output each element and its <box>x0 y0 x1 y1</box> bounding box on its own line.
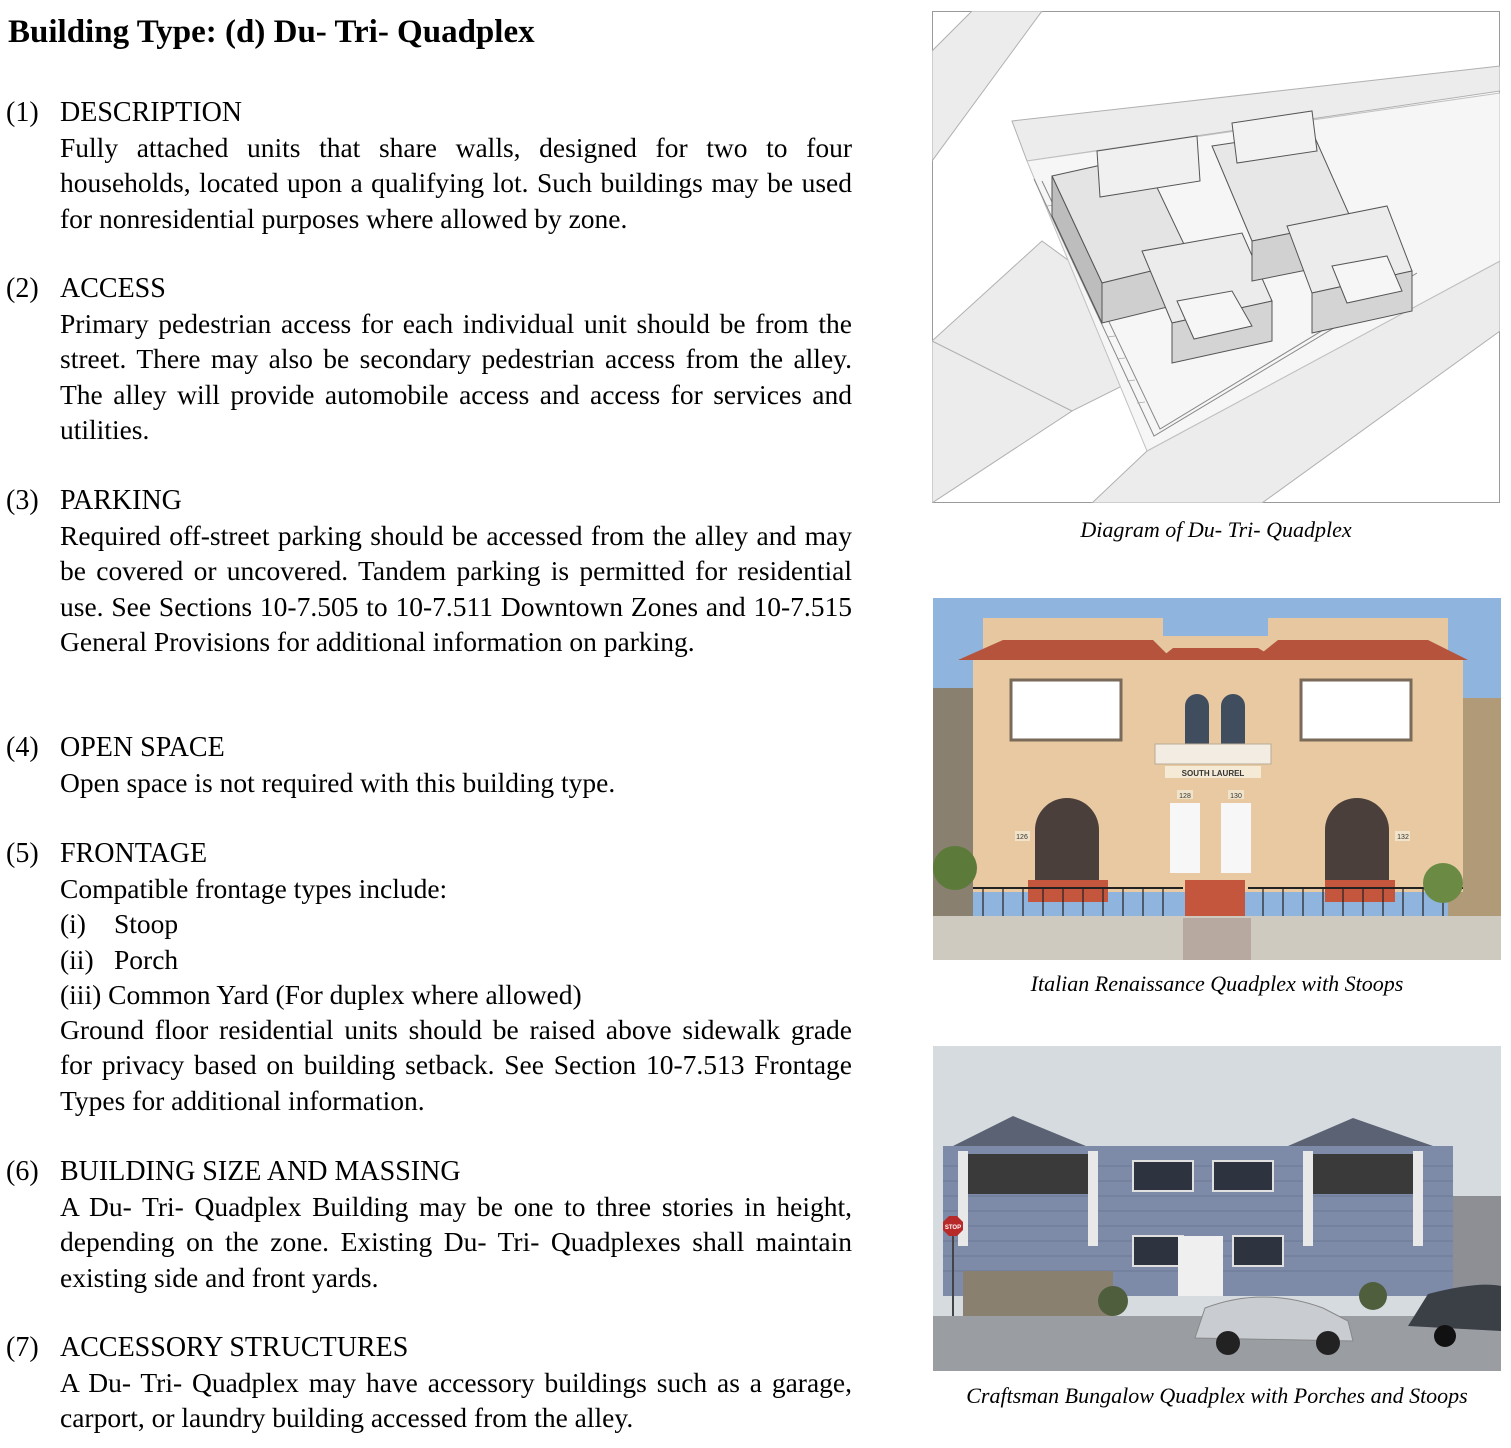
section-parking <box>0 484 860 659</box>
list-item-number: (iii) <box>60 978 102 1010</box>
unit-number: 128 <box>1179 793 1191 800</box>
unit-number: 130 <box>1230 793 1242 800</box>
stucco-quadplex-photo <box>933 598 1501 960</box>
section-heading <box>0 484 860 518</box>
section-heading <box>0 1155 860 1189</box>
section-heading <box>0 731 860 765</box>
section-number: (4) <box>6 732 39 763</box>
section-title: OPEN SPACE <box>60 732 225 763</box>
stucco-quadplex-figure <box>933 598 1501 960</box>
page-title: Building Type: (d) Du- Tri- Quadplex <box>8 14 535 50</box>
section-title: ACCESSORY STRUCTURES <box>60 1332 409 1363</box>
craftsman-quadplex-photo <box>933 1046 1501 1371</box>
section-heading <box>0 837 860 871</box>
figure-caption: Craftsman Bungalow Quadplex with Porches and Stoops <box>966 1383 1468 1408</box>
craftsman-quadplex-figure <box>933 1046 1501 1371</box>
section-body: Ground floor residential units should be raised above sidewalk grade for privacy based on building setback. See Section 10-7.513 Frontage Types for additional information. <box>60 1014 852 1116</box>
section-number: (1) <box>6 97 39 128</box>
unit-number: 132 <box>1397 834 1409 841</box>
list-item-number: (ii) <box>60 943 94 975</box>
section-heading <box>0 1331 860 1365</box>
section-title: ACCESS <box>60 273 166 304</box>
section-building-size <box>0 1155 860 1295</box>
section-body: Primary pedestrian access for each individual unit should be from the street. There may also be secondary pedestrian access from the alley. The alley will provide automobile access and access for services and utilities. <box>60 308 852 445</box>
section-intro: Compatible frontage types include: <box>60 873 448 904</box>
section-title: FRONTAGE <box>60 838 208 869</box>
list-item <box>60 977 860 1012</box>
section-heading <box>0 96 860 130</box>
section-title: BUILDING SIZE AND MASSING <box>60 1156 461 1187</box>
section-accessory-structures <box>0 1331 860 1436</box>
site-diagram-figure <box>932 11 1500 503</box>
section-body: Open space is not required with this building type. <box>60 767 616 798</box>
list-item <box>60 942 860 977</box>
section-body: Fully attached units that share walls, designed for two to four households, located upon a qualifying lot. Such buildings may be used for nonresidential purposes where allowed by zone. <box>60 132 852 234</box>
section-heading <box>0 272 860 306</box>
section-body: A Du- Tri- Quadplex may have accessory buildings such as a garage, carport, or laundry building accessed from the alley. <box>60 1367 852 1434</box>
stop-sign: STOP <box>944 1225 962 1231</box>
section-body: A Du- Tri- Quadplex Building may be one to three stories in height, depending on the zone. Existing Du- Tri- Quadplexes shall maintain existing side and front yards. <box>60 1191 852 1293</box>
section-body: Required off-street parking should be accessed from the alley and may be covered or uncovered. Tandem parking is permitted for residential use. See Sections 10-7.505 to 10-7.511 Downtown Zones and 10-7.515 General Provisions for additional information on parking. <box>60 520 852 657</box>
unit-number: 126 <box>1016 834 1028 841</box>
figure-caption: Italian Renaissance Quadplex with Stoops <box>1030 971 1404 996</box>
list-item-text: Stoop <box>114 908 179 940</box>
section-number: (5) <box>6 838 39 869</box>
isometric-site-diagram <box>932 11 1500 503</box>
list-item-label: Common Yard (For duplex where allowed) <box>108 978 582 1010</box>
section-access <box>0 272 860 447</box>
section-title: DESCRIPTION <box>60 97 243 128</box>
list-item-text: Porch <box>114 943 179 975</box>
list-item-number: (i) <box>60 908 86 940</box>
list-item <box>60 906 860 941</box>
section-frontage <box>0 837 860 1118</box>
list-item-text <box>60 977 582 1012</box>
section-title: PARKING <box>60 485 182 516</box>
section-number: (6) <box>6 1156 39 1187</box>
frontage-type-list <box>60 906 860 1012</box>
section-open-space <box>0 731 860 800</box>
section-number: (3) <box>6 485 39 516</box>
section-number: (7) <box>6 1332 39 1363</box>
figure-caption: Diagram of Du- Tri- Quadplex <box>1080 517 1352 542</box>
section-number: (2) <box>6 273 39 304</box>
section-description <box>0 96 860 236</box>
street-name-sign: SOUTH LAUREL <box>1181 769 1245 778</box>
